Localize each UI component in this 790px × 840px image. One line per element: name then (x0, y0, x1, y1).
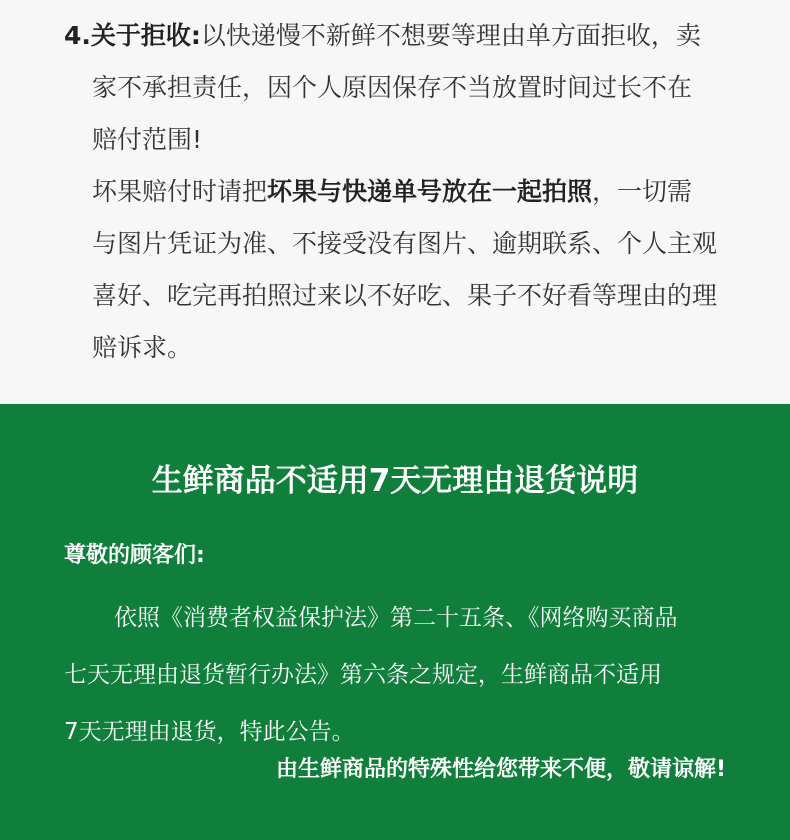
photo-instruction-emphasis: 坏果与快递单号放在一起拍照 (267, 177, 593, 206)
notice-body-line: 依照《消费者权益保护法》第二十五条、《网络购买商品 (114, 605, 678, 631)
policy-text: 坏果赔付时请把 (92, 177, 268, 206)
notice-body-line: 七天无理由退货暂行办法》第六条之规定，生鲜商品不适用 (64, 662, 662, 688)
policy-line-3: 赔付范围! (92, 125, 203, 154)
policy-text: 以快递慢不新鲜不想要等理由单方面拒收，卖 (200, 21, 701, 50)
item-heading: 关于拒收: (90, 21, 201, 50)
policy-line-5: 与图片凭证为准、不接受没有图片、逾期联系、个人主观 (92, 229, 718, 258)
notice-body-line: 7天无理由退货，特此公告。 (64, 719, 355, 745)
refusal-policy-text (64, 10, 734, 374)
item-number: 4. (64, 21, 91, 50)
policy-line-6: 喜好、吃完再拍照过来以不好吃、果子不好看等理由的理 (92, 281, 718, 310)
policy-line-7: 赔诉求。 (92, 333, 193, 362)
return-notice-panel (0, 404, 790, 840)
policy-line-1 (64, 10, 734, 62)
policy-line-4 (64, 166, 734, 218)
notice-title: 生鲜商品不适用7天无理由退货说明 (151, 463, 639, 499)
notice-greeting: 尊敬的顾客们: (64, 543, 205, 568)
policy-text: ，一切需 (592, 177, 693, 206)
notice-closing: 由生鲜商品的特殊性给您带来不便，敬请谅解! (275, 757, 726, 782)
policy-line-2: 家不承担责任，因个人原因保存不当放置时间过长不在 (92, 73, 693, 102)
notice-body (64, 590, 734, 761)
refusal-policy-section (0, 0, 790, 404)
